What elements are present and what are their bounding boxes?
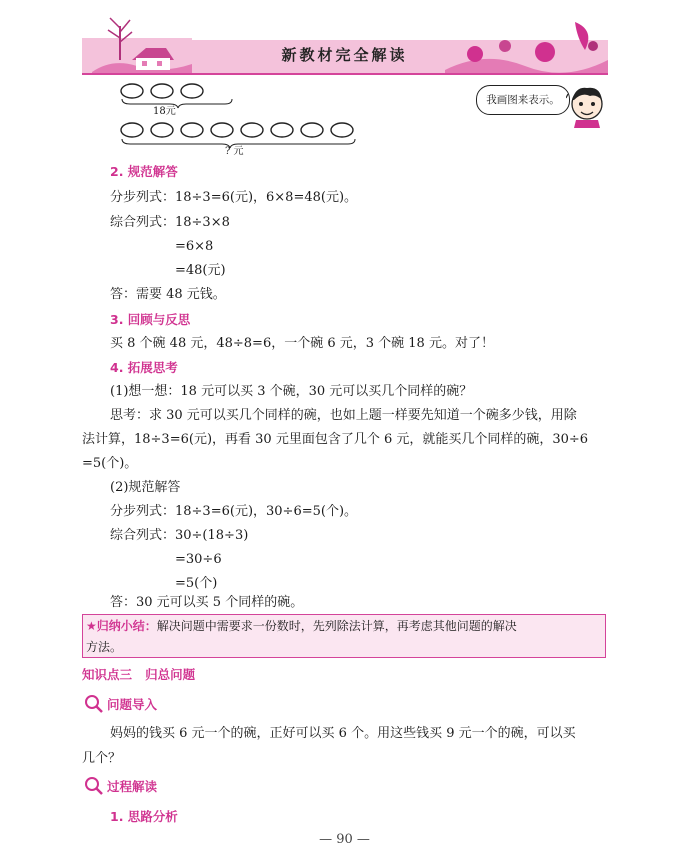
bowl-oval	[151, 123, 173, 137]
sec4-think-line-1: 思考：求 30 元可以买几个同样的碗，也如上题一样要先知道一个碗多少钱，用除	[110, 408, 577, 423]
section-4-title: 4. 拓展思考	[110, 360, 178, 375]
sec4-step-line: 分步列式：18÷3=6(元)，30÷6=5(个)。	[110, 504, 358, 519]
knowledge-point-3	[82, 666, 195, 684]
process-title: 过程解读	[107, 779, 158, 794]
bowl-oval	[121, 84, 143, 98]
page-number: — 90 —	[319, 832, 370, 847]
diagram-label-18: 18元	[153, 106, 176, 117]
bowl-oval	[271, 123, 293, 137]
summary-text-1: 解决问题中需要求一份数时，先列除法计算，再考虑其他问题的解决	[156, 619, 517, 633]
sec4-sub-2: (2)规范解答	[110, 480, 181, 495]
knowledge-point-title: 归总问题	[145, 667, 196, 682]
bowl-oval	[331, 123, 353, 137]
sec2-combo-line-3: =48(元)	[175, 263, 226, 278]
sec2-step-line: 分步列式：18÷3=6(元)，6×8=48(元)。	[110, 190, 358, 205]
bowl-oval	[241, 123, 263, 137]
sec4-combo-line-2: =30÷6	[175, 552, 222, 567]
sec4-answer: 答：30 元可以买 5 个同样的碗。	[110, 595, 304, 610]
question-intro-title: 问题导入	[107, 697, 158, 712]
sec2-answer: 答：需要 48 元钱。	[110, 287, 226, 302]
bowl-oval	[211, 123, 233, 137]
page-header-title: 新教材完全解读	[281, 46, 408, 64]
diagram-label-unknown: ? 元	[225, 146, 244, 157]
summary-label: ★归纳小结：	[86, 619, 157, 633]
magnifier-icon	[84, 776, 104, 796]
sec2-combo-line-2: =6×8	[175, 239, 214, 254]
bowl-oval	[121, 123, 143, 137]
speech-bubble: 我画图来表示。	[476, 85, 570, 115]
process-subtitle: 1. 思路分析	[110, 809, 178, 824]
bowl-oval	[151, 84, 173, 98]
sec2-combo-line: 综合列式：18÷3×8	[110, 215, 230, 230]
top-bowl-row	[121, 84, 203, 98]
sec4-think-line-3: =5(个)。	[82, 456, 138, 471]
section-2-title: 2. 规范解答	[110, 164, 178, 179]
section-3-title: 3. 回顾与反思	[110, 312, 191, 327]
summary-text-2: 方法。	[86, 640, 123, 654]
boy-cartoon-icon	[566, 82, 608, 128]
knowledge-point-label: 知识点三	[82, 667, 133, 682]
header-divider	[82, 73, 608, 75]
bowl-oval	[181, 123, 203, 137]
sec4-question: (1)想一想：18 元可以买 3 个碗，30 元可以买几个同样的碗？	[110, 384, 473, 399]
bowl-oval	[301, 123, 323, 137]
bowl-oval	[181, 84, 203, 98]
sec3-text: 买 8 个碗 48 元，48÷8=6，一个碗 6 元，3 个碗 18 元。对了！	[110, 336, 494, 351]
magnifier-icon	[84, 694, 104, 714]
bottom-bowl-row	[121, 123, 353, 137]
summary-line-1	[86, 617, 517, 635]
intro-text-1: 妈妈的钱买 6 元一个的碗，正好可以买 6 个。用这些钱买 9 元一个的碗，可以买	[110, 726, 576, 741]
sec4-think-line-2: 法计算，18÷3=6(元)，再看 30 元里面包含了几个 6 元，就能买几个同样的碗，30÷6	[82, 432, 589, 447]
intro-text-2: 几个？	[82, 751, 122, 766]
sec4-combo-line-3: =5(个)	[175, 576, 218, 591]
sec4-combo-line: 综合列式：30÷(18÷3)	[110, 528, 249, 543]
